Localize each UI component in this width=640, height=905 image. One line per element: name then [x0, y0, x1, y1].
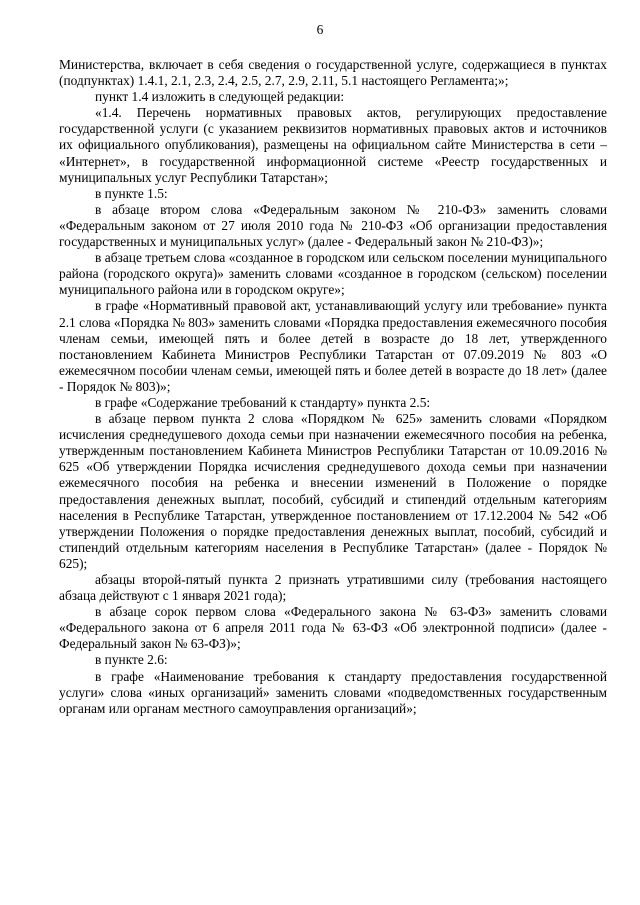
paragraph-8: в графе «Содержание требований к стандарту» пункта 2.5:: [95, 394, 431, 410]
paragraph-13: в графе «Наименование требования к стандарту предоставления государственной услуги» слова «иных организаций» заменить словами «подведомственных государственным органам или органам местного самоуправления организаций»;: [59, 668, 607, 716]
paragraph-2: пункт 1.4 изложить в следующей редакции:: [95, 89, 345, 105]
paragraph-6: в абзаце третьем слова «созданное в городском или сельском поселении муниципального района (городского округа)» заменить словами «созданное в городском (сельском) поселении муниципального района или в городском округе»;: [59, 250, 607, 298]
paragraph-11: в абзаце сорок первом слова «Федерального закона № 63-ФЗ» заменить словами «Федерального закона от 6 апреля 2011 года № 63-ФЗ «Об электронной подписи» (далее - Федеральный закон № 63-ФЗ)»;: [59, 604, 607, 652]
paragraph-5: в абзаце втором слова «Федеральным законом № 210-ФЗ» заменить словами «Федеральным законом от 27 июля 2010 года № 210-ФЗ «Об организации предоставления государственных и муниципальных услуг» (далее - Федеральный закон № 210-ФЗ)»;: [59, 201, 607, 250]
paragraph-10: абзацы второй-пятый пункта 2 признать утратившими силу (требования настоящего абзаца действуют с 1 января 2021 года);: [59, 572, 607, 604]
paragraph-1: Министерства, включает в себя сведения о государственной услуге, содержащиеся в пунктах (подпунктах) 1.4.1, 2.1, 2.3, 2.4, 2.5, 2.7, 2.9, 2.11, 5.1 настоящего Регламента;»;: [59, 57, 607, 89]
paragraph-7: в графе «Нормативный правовой акт, устанавливающий услугу или требование» пункта 2.1 слова «Порядка № 803» заменить словами «Порядка предоставления ежемесячного пособия членам семьи, имеющей пять и более детей в возрасте до 18 лет, утвержденного постановлением Кабинета Министров Республики Татарстан от 07.09.2019 № 803 «О ежемесячном пособии членам семьи, имеющей пять и более детей в возрасте до 18 лет» (далее - Порядок № 803)»;: [59, 298, 607, 394]
paragraph-12: в пункте 2.6:: [95, 652, 168, 668]
paragraph-9: в абзаце первом пункта 2 слова «Порядком № 625» заменить словами «Порядком исчисления среднедушевого дохода семьи при назначении ежемесячного пособия на ребенка, утвержденным постановлением Кабинета Министров Республики Татарстан от 10.09.2016 № 625 «Об утверждении Порядка исчисления среднедушевого дохода семьи при назначении ежемесячного пособия на ребенка и внесении изменений в Положение о порядке предоставления денежных выплат, пособий, субсидий и стипендий отдельным категориям населения в Республике Татарстан, утвержденное постановлением от 17.12.2004 № 542 «Об утверждении Положения о порядке предоставления денежных выплат, пособий, субсидий и стипендий отдельным категориям населения в Республике Татарстан» (далее - Порядок № 625);: [59, 411, 607, 571]
document-body: [59, 57, 607, 717]
page-number: 6: [316, 22, 324, 37]
paragraph-4: в пункте 1.5:: [95, 185, 168, 201]
paragraph-3: «1.4. Перечень нормативных правовых актов, регулирующих предоставление государственной услуги (с указанием реквизитов нормативных правовых актов и источников их официального опубликования), размещены на официальном сайте Министерства в сети – «Интернет», в государственной информационной системе «Реестр государственных и муниципальных услуг Республики Татарстан»;: [59, 105, 607, 185]
